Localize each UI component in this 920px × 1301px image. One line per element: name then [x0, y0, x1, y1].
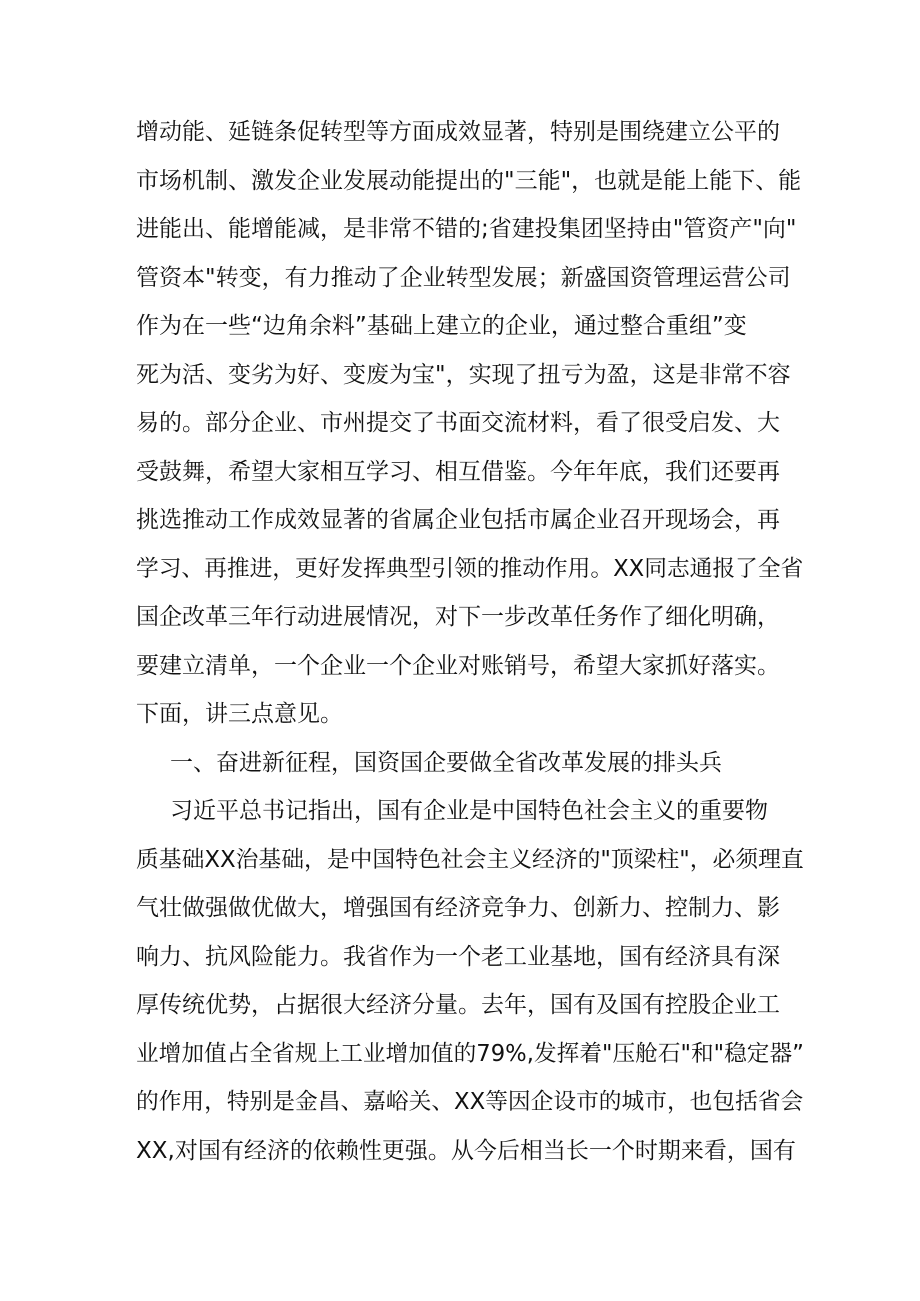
body-line: 响力、抗风险能力。我省作为一个老工业基地，国有经济具有深 [136, 943, 780, 970]
body-line: 死为活、变劣为好、变废为宝"，实现了扭亏为盈，这是非常不容 [136, 361, 791, 388]
body-line: 气壮做强做优做大，增强国有经济竞争力、创新力、控制力、影 [136, 895, 780, 921]
body-line: 受鼓舞，希望大家相互学习、相互借鉴。今年年底，我们还要再 [136, 458, 780, 485]
body-line: 的作用，特别是金昌、嘉峪关、XX等因企设市的城市，也包括省会 [136, 1089, 804, 1115]
body-line: 易的。部分企业、市州提交了书面交流材料，看了很受启发、大 [136, 410, 780, 436]
body-line: 增动能、延链条促转型等方面成效显著，特别是围绕建立公平的 [136, 119, 780, 145]
body-line: 习近平总书记指出，国有企业是中国特色社会主义的重要物 [170, 798, 768, 824]
body-line: 管资本"转变，有力推动了企业转型发展；新盛国资管理运营公司 [136, 264, 791, 291]
body-line: 厚传统优势，占据很大经济分量。去年，国有及国有控股企业工 [136, 992, 780, 1018]
body-line: 进能出、能增能减，是非常不错的;省建投集团坚持由"管资产"向" [136, 216, 797, 242]
document-body [136, 108, 804, 1175]
body-line: 挑选推动工作成效显著的省属企业包括市属企业召开现场会，再 [136, 507, 780, 533]
body-line: 国企改革三年行动进展情况，对下一步改革任务作了细化明确， [136, 604, 780, 630]
body-line: 作为在一些“边角余料”基础上建立的企业，通过整合重组”变 [136, 313, 747, 339]
body-line: 市场机制、激发企业发展动能提出的"三能"，也就是能上能下、能 [136, 167, 802, 194]
body-line: 学习、再推进，更好发挥典型引领的推动作用。XX同志通报了全省 [136, 555, 804, 582]
body-line: 要建立清单，一个企业一个企业对账销号，希望大家抓好落实。 [136, 652, 780, 679]
body-line: XX,对国有经济的依赖性更强。从今后相当长一个时期来看，国有 [136, 1137, 796, 1164]
body-line: 业增加值占全省规上工业增加值的79%,发挥着"压舱石"和"稳定器” [136, 1040, 804, 1067]
section-heading: 一、奋进新征程，国资国企要做全省改革发展的排头兵 [170, 749, 722, 776]
body-line: 下面，讲三点意见。 [136, 701, 343, 727]
body-line: 质基础XX治基础，是中国特色社会主义经济的"顶梁柱"，必须理直 [136, 846, 804, 873]
